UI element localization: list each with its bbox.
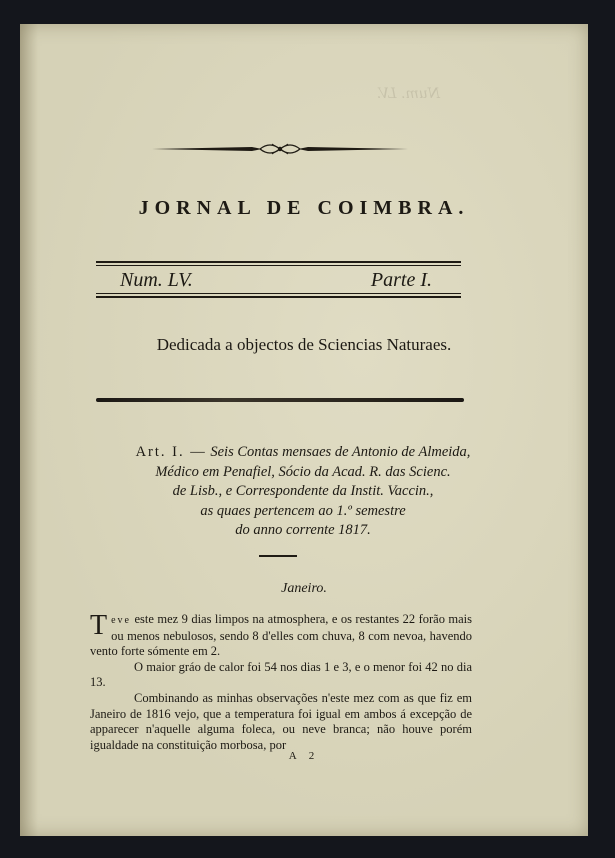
drop-cap: T bbox=[90, 610, 108, 641]
ornament-divider-icon bbox=[152, 140, 408, 158]
rule-bottom-thick bbox=[96, 296, 461, 298]
rule-bottom-thin bbox=[96, 293, 461, 294]
issue-part: Parte I. bbox=[370, 269, 432, 291]
paragraph-3: Combinando as minhas observações n'este mez com as que fiz em Janeiro de 1816 vejo, que a temperatura foi igual em ambos á excepção de apparecer n'aquelle alguma foleca, ou neve branca; não houve porém igualdade na constituição morbosa, por bbox=[90, 690, 472, 752]
article-line: Seis Contas mensaes de Antonio de Almeida, bbox=[210, 444, 471, 460]
book-page bbox=[20, 24, 588, 836]
rule-top-thin bbox=[96, 265, 461, 266]
paragraph-2: O maior gráo de calor foi 54 nos dias 1 e 3, e o menor foi 42 no dia 13. bbox=[90, 659, 472, 690]
paragraph-1: este mez 9 dias limpos na atmosphera, e os restantes 22 forão mais ou menos nebulosos, sendo 8 d'elles com chuva, 8 com nevoa, havendo vento forte sómente em 2. bbox=[90, 612, 473, 659]
article-line: do anno corrente 1817. bbox=[235, 522, 371, 538]
month-heading: Janeiro. bbox=[281, 581, 327, 596]
article-line: de Lisb., e Correspondente da Instit. Vaccin., bbox=[172, 483, 434, 499]
page-spine-shadow bbox=[20, 24, 38, 836]
article-lead: Art. I. — bbox=[135, 444, 207, 460]
body-text bbox=[90, 612, 472, 753]
bleed-through-running-head: Num. LV. bbox=[376, 86, 440, 102]
section-subtitle: Dedicada a objectos de Sciencias Naturaes. bbox=[156, 335, 452, 354]
article-line: Médico em Penafiel, Sócio da Acad. R. das Scienc. bbox=[155, 463, 451, 480]
short-rule bbox=[259, 555, 297, 557]
journal-title: JORNAL DE COIMBRA. bbox=[138, 197, 470, 219]
issue-line bbox=[120, 269, 432, 292]
first-word-rest: eve bbox=[111, 615, 131, 626]
article-line: as quaes pertencem ao 1.º semestre bbox=[200, 502, 406, 519]
dark-divider-bar bbox=[96, 398, 464, 402]
rule-top-thick bbox=[96, 261, 461, 263]
signature-mark: A 2 bbox=[288, 750, 320, 762]
issue-number: Num. LV. bbox=[120, 269, 193, 291]
article-heading bbox=[80, 443, 526, 541]
